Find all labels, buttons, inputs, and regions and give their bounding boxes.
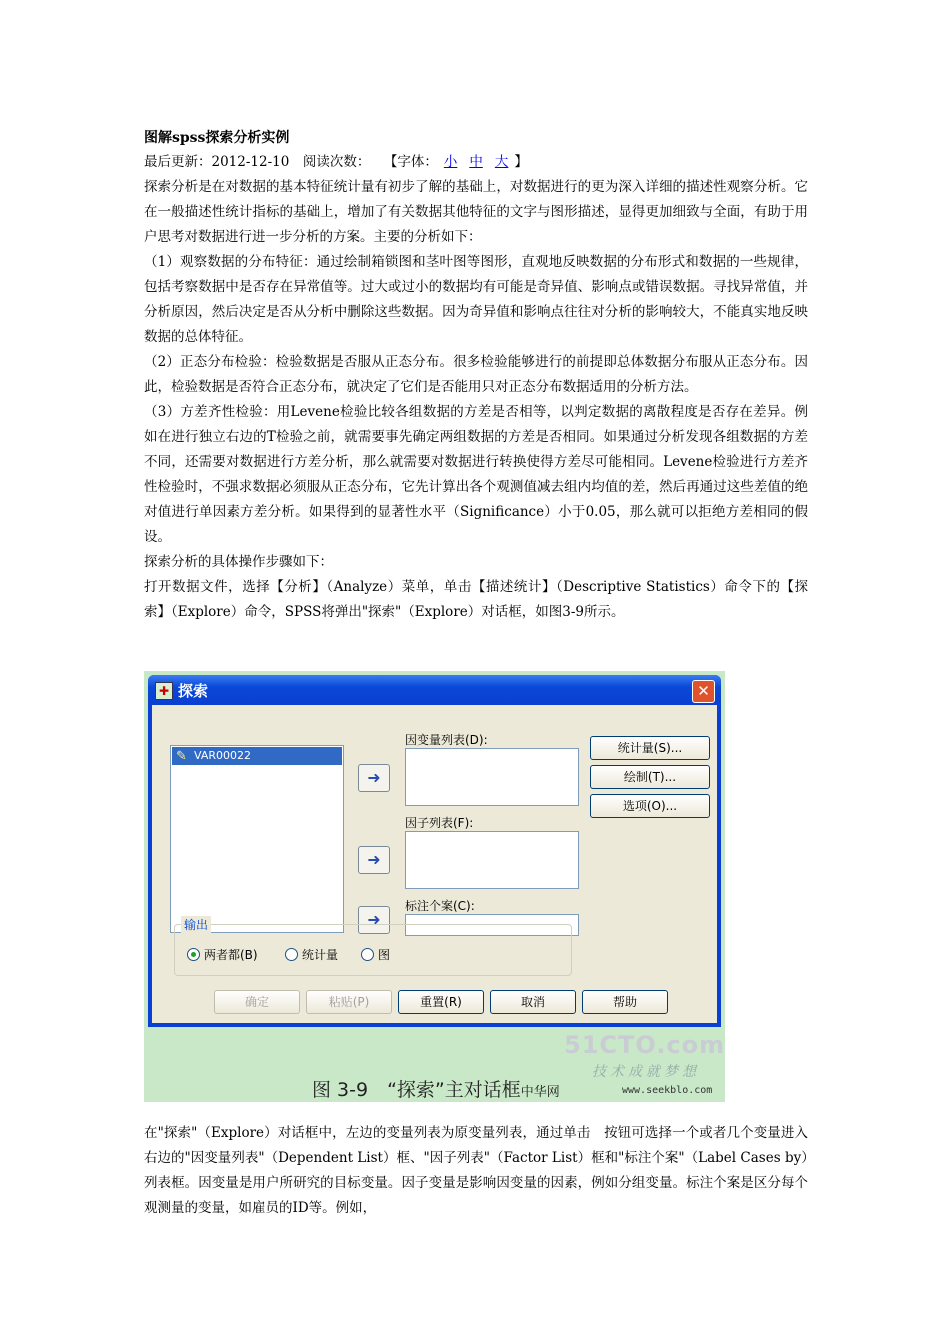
radio-unchecked-icon xyxy=(285,948,298,961)
meta-prefix: 最后更新：2012-12-10 阅读次数： 【字体： xyxy=(144,154,438,170)
factor-list-box[interactable] xyxy=(405,831,579,889)
move-to-label-arrow-icon[interactable]: ➜ xyxy=(358,906,390,934)
source-variable-list[interactable] xyxy=(170,745,344,933)
dialog-titlebar xyxy=(148,675,721,705)
radio-plots[interactable] xyxy=(361,946,390,963)
help-button[interactable]: 帮助 xyxy=(582,990,668,1014)
dependent-list-label: 因变量列表(D): xyxy=(405,733,488,747)
watermark-logo: 51CTO.com xyxy=(564,1031,725,1059)
reset-button[interactable]: 重置(R) xyxy=(398,990,484,1014)
move-to-factor-arrow-icon[interactable]: ➜ xyxy=(358,846,390,874)
pencil-icon: ✎ xyxy=(176,749,187,764)
output-group xyxy=(174,918,572,976)
paragraph: 探索分析的具体操作步骤如下： xyxy=(144,554,333,570)
watermark-slogan: 技术成就梦想 xyxy=(592,1064,700,1080)
font-medium-link[interactable]: 中 xyxy=(469,154,483,170)
radio-both[interactable] xyxy=(187,946,258,963)
paragraph: 打开数据文件，选择【分析】（Analyze）菜单，单击【描述统计】（Descriptive Statistics）命令下的【探索】（Explore）命令，SPSS将弹出"探索"（Explore）对话框，如图3-9所示。 xyxy=(144,579,808,620)
output-legend: 输出 xyxy=(181,916,211,933)
paste-button[interactable]: 粘贴(P) xyxy=(306,990,392,1014)
plots-button[interactable]: 绘制(T)... xyxy=(590,765,710,789)
font-large-link[interactable]: 大 xyxy=(494,154,509,170)
options-button[interactable]: 选项(O)... xyxy=(590,794,710,818)
radio-both-label: 两者都(B) xyxy=(204,948,258,962)
explore-dialog-window xyxy=(148,675,721,1027)
article-title: 图解spss探索分析实例 xyxy=(144,130,290,146)
paragraph: 在"探索"（Explore）对话框中，左边的变量列表为原变量列表，通过单击 按钮可选择一个或者几个变量进入右边的"因变量列表"（Dependent List）框、"因子列表"（Factor List）框和"标注个案"（Label Cases by）列表框。因变量是用户所研究的目标变量。因子变量是影响因变量的因素，例如分组变量。标注个案是区分每个观测量的变量，如雇员的ID等。例如， xyxy=(144,1125,808,1216)
variable-item[interactable] xyxy=(172,747,342,765)
move-to-dependent-arrow-icon[interactable]: ➜ xyxy=(358,764,390,792)
paragraph: （3）方差齐性检验：用Levene检验比较各组数据的方差是否相等，以判定数据的离散程度是否存在差异。例如在进行独立右边的T检验之前，就需要事先确定两组数据的方差是否相同。如果通过分析发现各组数据的方差不同，还需要对数据进行方差分析，那么就需要对数据进行转换使得方差尽可能相同。Levene检验进行方差齐性检验时，不强求数据必须服从正态分布，它先计算出各个观测值减去组内均值的差，然后再通过这些差值的绝对值进行单因素方差分析。如果得到的显著性水平（Significance）小于0.05，那么就可以拒绝方差相同的假设。 xyxy=(144,404,808,545)
article xyxy=(144,126,808,625)
statistics-button[interactable]: 统计量(S)... xyxy=(590,736,710,760)
label-cases-label: 标注个案(C): xyxy=(405,899,475,913)
variable-name: VAR00022 xyxy=(194,749,251,762)
close-icon[interactable]: ✕ xyxy=(692,680,715,703)
meta-suffix: 】 xyxy=(514,154,528,170)
radio-statistics-label: 统计量 xyxy=(302,948,339,962)
paragraph: 探索分析是在对数据的基本特征统计量有初步了解的基础上，对数据进行的更为深入详细的描述性观察分析。它在一般描述性统计指标的基础上，增加了有关数据其他特征的文字与图形描述，显得更加细致与全面，有助于用户思考对数据进行进一步分析的方案。主要的分析如下： xyxy=(144,179,808,245)
ok-button[interactable]: 确定 xyxy=(214,990,300,1014)
dependent-list-box[interactable] xyxy=(405,748,579,806)
caption-overlay: 中华网 xyxy=(520,1085,560,1100)
figure-caption xyxy=(312,1075,560,1102)
radio-unchecked-icon xyxy=(361,948,374,961)
factor-list-label: 因子列表(F): xyxy=(405,816,474,830)
radio-checked-icon xyxy=(187,948,200,961)
dialog-client xyxy=(152,705,717,1023)
app-icon: ✚ xyxy=(155,682,173,700)
font-small-link[interactable]: 小 xyxy=(443,154,458,170)
paragraph: （1）观察数据的分布特征：通过绘制箱锁图和茎叶图等图形，直观地反映数据的分布形式和数据的一些规律，包括考察数据中是否存在异常值等。过大或过小的数据均有可能是奇异值、影响点或错误数据。寻找异常值，并分析原因，然后决定是否从分析中删除这些数据。因为奇异值和影响点往往对分析的影响较大，不能真实地反映数据的总体特征。 xyxy=(144,254,808,345)
paragraph: （2）正态分布检验：检验数据是否服从正态分布。很多检验能够进行的前提即总体数据分布服从正态分布。因此，检验数据是否符合正态分布，就决定了它们是否能用只对正态分布数据适用的分析方法。 xyxy=(144,354,808,395)
caption-text: 图 3-9 “探索”主对话框 xyxy=(312,1079,521,1101)
radio-statistics[interactable] xyxy=(285,946,338,963)
radio-plots-label: 图 xyxy=(378,948,391,962)
figure-explore-dialog xyxy=(144,671,725,1102)
figure-url: www.seekblo.com xyxy=(622,1085,713,1096)
dialog-title: 探索 xyxy=(178,682,209,700)
article-meta xyxy=(144,150,808,175)
article-continued xyxy=(144,1121,808,1221)
cancel-button[interactable]: 取消 xyxy=(490,990,576,1014)
